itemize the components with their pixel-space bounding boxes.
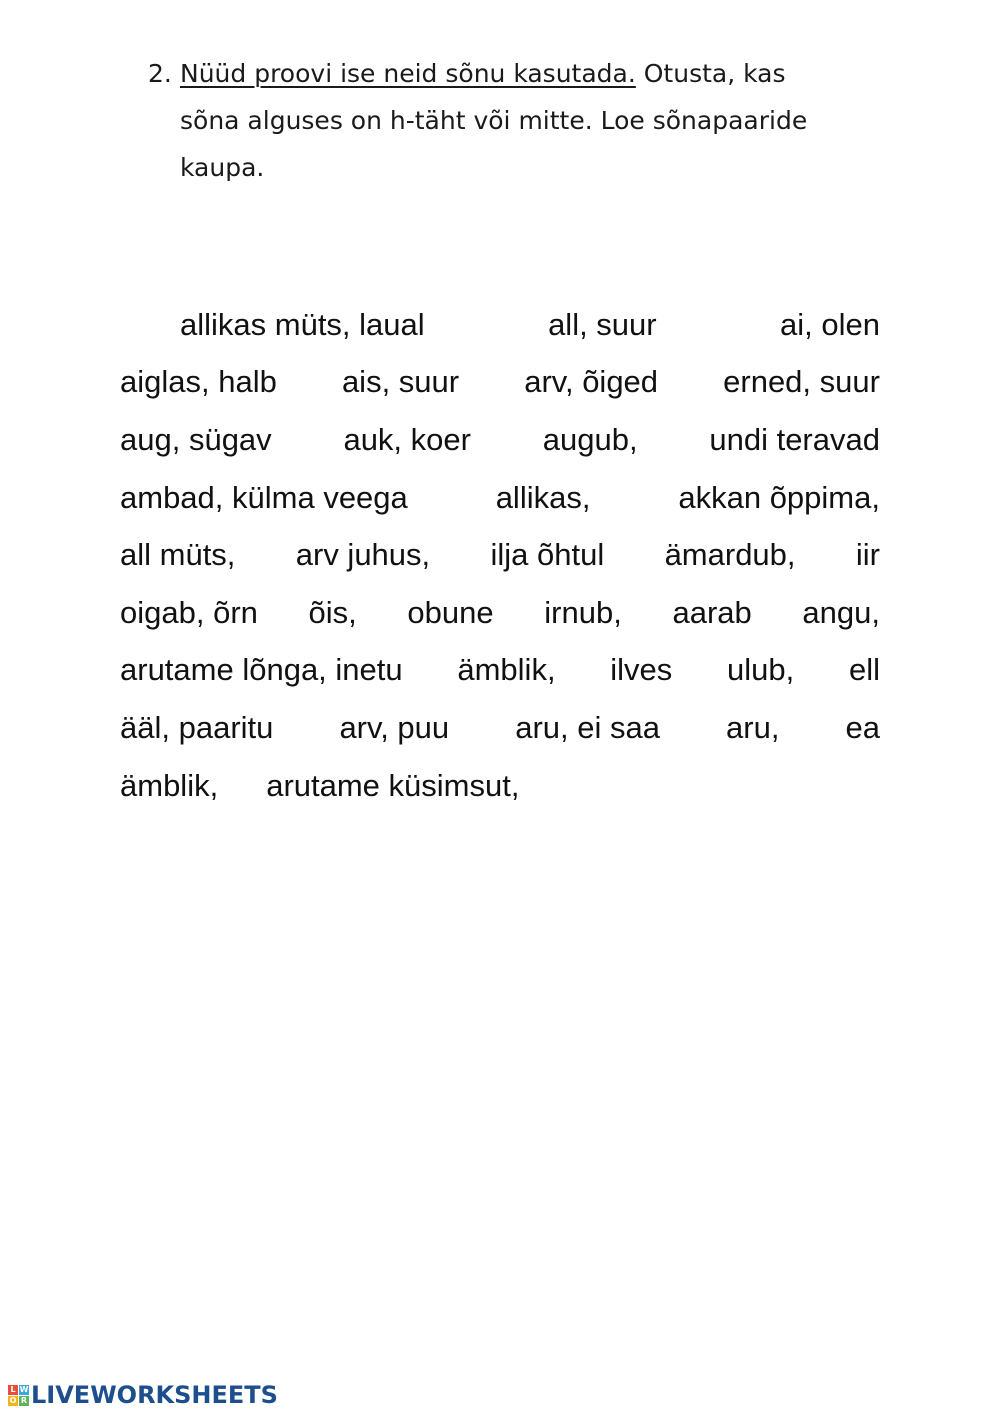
word-pair: ea	[845, 709, 880, 745]
word-pair: aiglas, halb	[120, 364, 277, 400]
word-pair: aarab	[672, 594, 752, 630]
word-pair: ulub,	[727, 652, 795, 688]
word-pair: ai, olen	[780, 306, 880, 342]
instruction-line-1	[180, 50, 888, 97]
word-pair: ilja õhtul	[490, 537, 605, 573]
word-pair: all, suur	[548, 306, 657, 342]
word-pair: obune	[407, 594, 494, 630]
word-row	[120, 296, 880, 354]
word-pair: allikas müts, laual	[180, 306, 425, 342]
word-pair: iir	[855, 537, 880, 573]
word-pair: all müts,	[120, 537, 236, 573]
word-pair: allikas,	[495, 479, 591, 515]
word-pair: ämblik,	[120, 767, 219, 803]
word-pair: aru, ei saa	[515, 709, 660, 745]
word-row	[120, 642, 880, 700]
instruction-line-3: kaupa.	[180, 153, 265, 182]
instruction-line-2: sõna alguses on h-täht või mitte. Loe sõnapaaride	[180, 106, 808, 135]
word-pair: auk, koer	[343, 421, 471, 457]
word-pair: oigab, õrn	[120, 594, 258, 630]
word-pair: ell	[848, 652, 880, 688]
word-pair: õis,	[308, 594, 357, 630]
word-pair: arv, puu	[339, 709, 450, 745]
word-pair: aug, sügav	[120, 421, 272, 457]
word-row	[120, 354, 880, 412]
word-pair: arv juhus,	[295, 537, 431, 573]
word-pair: akkan õppima,	[678, 479, 880, 515]
word-pair: erned, suur	[723, 364, 880, 400]
word-pair: ääl, paaritu	[120, 709, 274, 745]
logo-letter-tile: W	[19, 1384, 29, 1394]
word-row	[120, 699, 880, 757]
word-pair: ais, suur	[341, 364, 460, 400]
word-pair: angu,	[802, 594, 880, 630]
word-pair: undi teravad	[709, 421, 880, 457]
logo-letter-tile: O	[9, 1395, 17, 1405]
liveworksheets-wordmark: LIVEWORKSHEETS	[31, 1381, 278, 1409]
instruction-text	[180, 50, 888, 191]
word-pair: arv, õiged	[524, 364, 659, 400]
word-pair: augub,	[542, 421, 638, 457]
logo-letter-tile: L	[8, 1385, 18, 1395]
word-pair: ämardub,	[664, 537, 796, 573]
word-pair: ämblik,	[457, 652, 556, 688]
word-row	[120, 411, 880, 469]
exercise-number: 2.	[148, 59, 172, 88]
word-pair: arutame küsimsut,	[266, 767, 520, 803]
word-pair: aru,	[726, 709, 780, 745]
instruction-line-1-rest: Otusta, kas	[635, 59, 786, 88]
word-row	[120, 757, 880, 815]
liveworksheets-logo	[8, 1379, 278, 1411]
word-row	[120, 584, 880, 642]
instruction-underlined-text: Nüüd proovi ise neid sõnu kasutada.	[180, 59, 636, 88]
word-pair: ilves	[610, 652, 673, 688]
logo-letter-tile: R	[20, 1395, 28, 1405]
word-pair: arutame lõnga, inetu	[120, 652, 403, 688]
exercise-instruction	[148, 50, 888, 191]
word-pair: irnub,	[544, 594, 622, 630]
word-row	[120, 469, 880, 527]
word-row	[120, 526, 880, 584]
word-pair: ambad, külma veega	[120, 479, 408, 515]
liveworksheets-icon	[8, 1385, 29, 1406]
word-pairs-block	[120, 296, 880, 814]
